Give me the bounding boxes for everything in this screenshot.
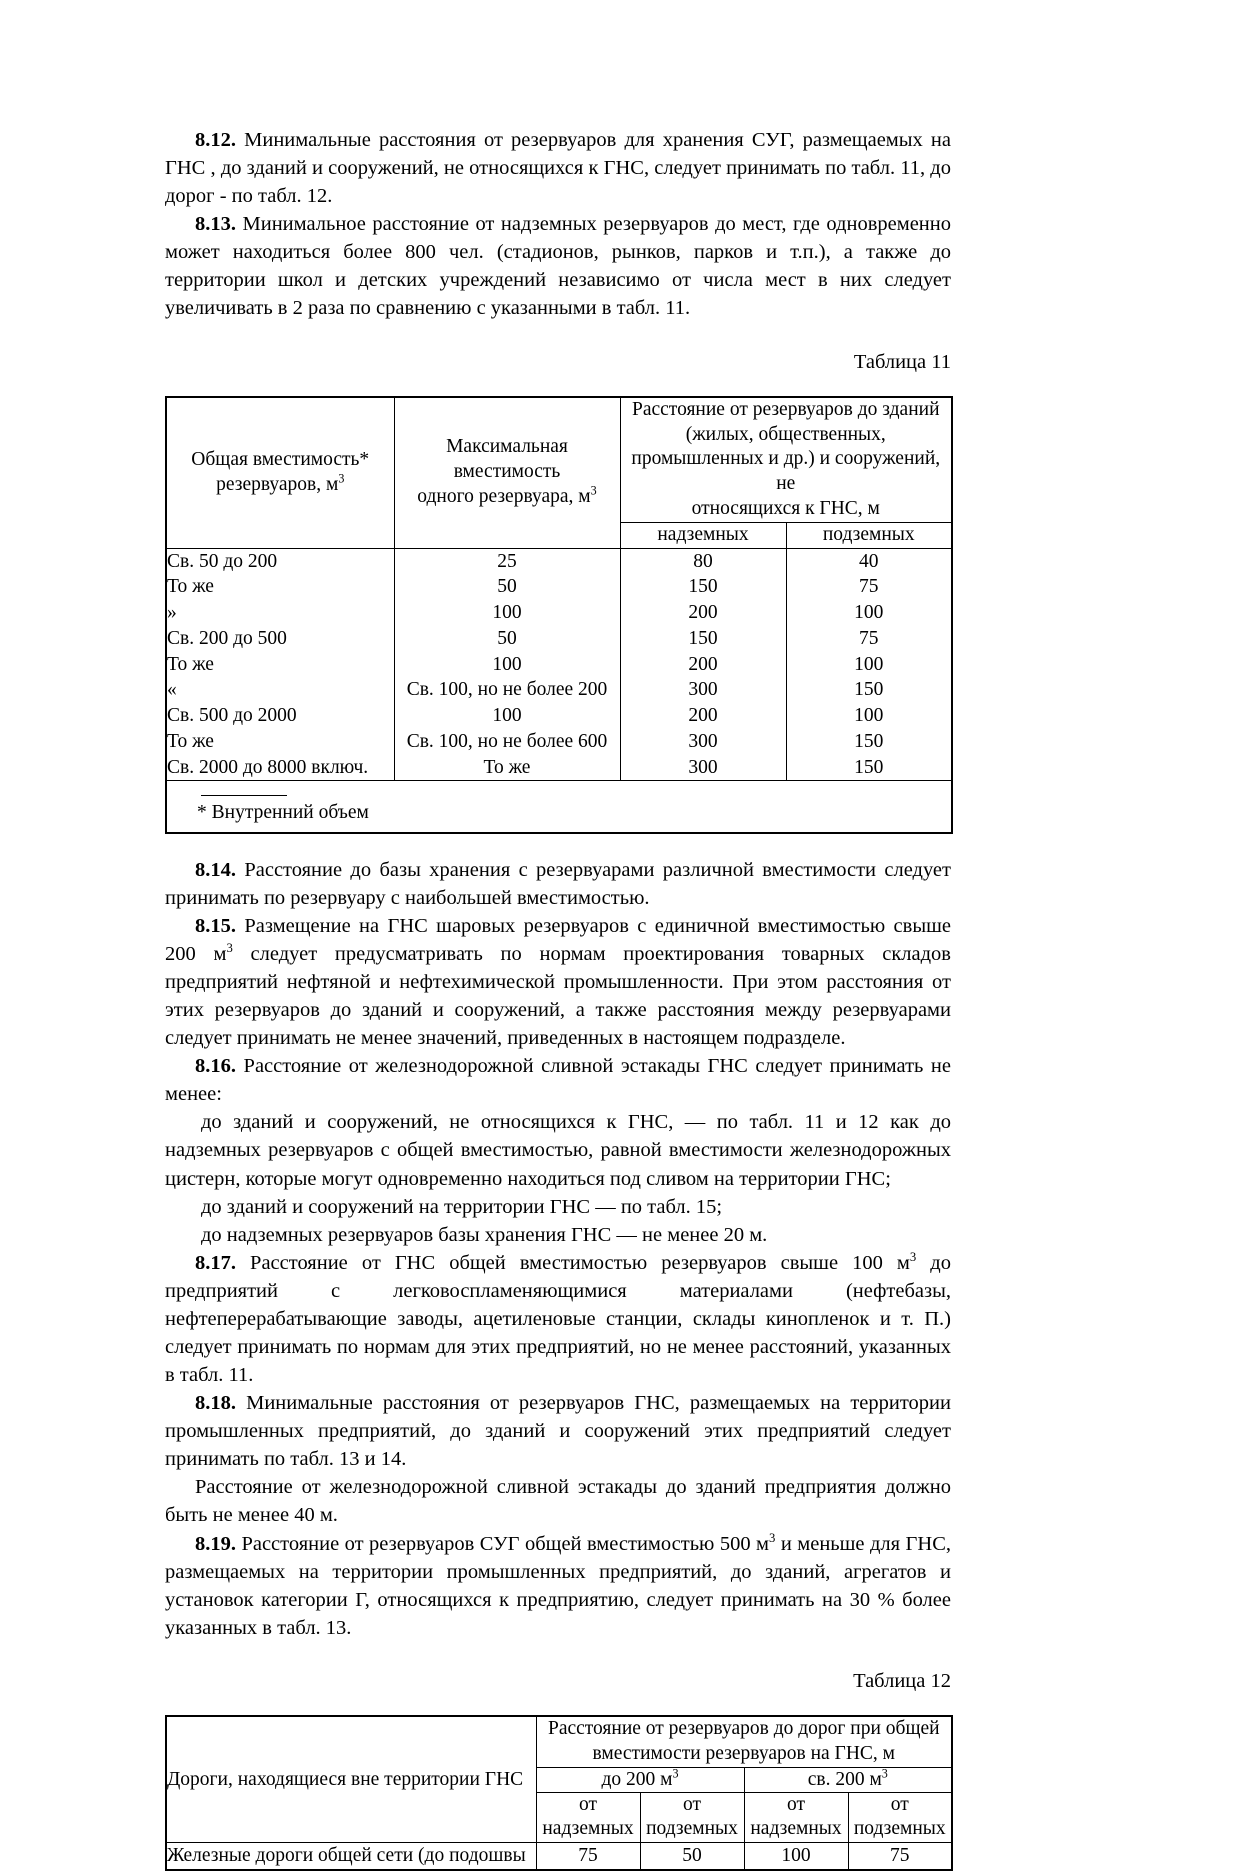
paragraph-8-16-item-a: до зданий и сооружений, не относящихся к ГНС, — по табл. 11 и 12 как до надземных резервуаров с общей вместимостью, равной вместимости железнодорожных цистерн, которые могут одновременно находиться под сливом на территории ГНС; <box>165 1111 951 1190</box>
header-line: от <box>786 1794 805 1816</box>
superscript-cubic: 3 <box>881 1766 888 1781</box>
paragraph-number: 8.14. <box>195 858 236 881</box>
header-line-text: резервуаров, м <box>216 473 339 495</box>
table-row <box>166 626 952 652</box>
cell-under-ground: 40 <box>786 548 952 574</box>
paragraph-text-after: до предприятий с легковоспламеняющимися материалами (нефтебазы, нефтеперерабатывающие заводы, ацетиленовые станции, склады кинопленок и т. П.) следует принимать по нормам для этих предприятий, но не менее расстояний, указанных в табл. 11. <box>165 1251 951 1387</box>
cell-total-capacity: То же <box>166 574 394 600</box>
paragraph-number: 8.15. <box>195 914 236 937</box>
paragraph-8-19 <box>165 1530 951 1642</box>
paragraph-8-15 <box>165 912 951 1052</box>
cell-total-capacity: Св. 50 до 200 <box>166 548 394 574</box>
paragraph-text: Минимальные расстояния от резервуаров ГНС, размещаемых на территории промышленных предприятий, до зданий и сооружений этих предприятий следует принимать по табл. 13 и 14. <box>165 1392 951 1471</box>
paragraph-number: 8.18. <box>195 1392 236 1415</box>
paragraph-8-14 <box>165 856 951 912</box>
header-line: относящихся к ГНС, м <box>691 498 880 520</box>
table-12-subheader-above-1 <box>536 1793 640 1843</box>
footnote-block <box>167 781 951 831</box>
cell-above-ground: 150 <box>620 626 786 652</box>
header-line: от <box>682 1794 701 1816</box>
cell-under-ground: 150 <box>786 677 952 703</box>
paragraph-text-after: следует предусматривать по нормам проектирования товарных складов предприятий нефтяной и нефтехимической промышленности. При этом расстояния от этих резервуаров до зданий и сооружений, а также расстояния между резервуарами следует принимать не менее значений, приведенных в настоящем подразделе. <box>165 942 951 1050</box>
table-11 <box>165 396 953 834</box>
paragraph-number: 8.19. <box>195 1532 236 1555</box>
header-line: Общая вместимость* <box>191 448 370 470</box>
table-11-caption: Таблица 11 <box>853 350 951 373</box>
cell-max-capacity: Св. 100, но не более 200 <box>394 677 620 703</box>
table-12-subheader-under-1 <box>640 1793 744 1843</box>
paragraph-number: 8.16. <box>195 1055 236 1078</box>
cell-above-ground: 300 <box>620 729 786 755</box>
superscript-cubic: 3 <box>338 471 345 486</box>
cell-under-ground: 150 <box>786 729 952 755</box>
paragraph-text-before: Расстояние от резервуаров СУГ общей вместимостью 500 м <box>236 1532 770 1555</box>
page-content <box>165 126 951 1871</box>
table-row <box>166 548 952 574</box>
cell-above-ground: 300 <box>620 677 786 703</box>
cell-max-capacity: 100 <box>394 703 620 729</box>
table-12-subheader-above-2 <box>744 1793 848 1843</box>
table-row <box>166 1842 952 1869</box>
paragraph-8-13 <box>165 210 951 322</box>
paragraph-8-18 <box>165 1389 951 1473</box>
cell-up-to-200-above: 75 <box>536 1842 640 1869</box>
cell-max-capacity: 50 <box>394 626 620 652</box>
cell-total-capacity: » <box>166 600 394 626</box>
superscript-cubic: 3 <box>226 941 233 956</box>
cell-max-capacity: То же <box>394 755 620 781</box>
header-line: Расстояние от резервуаров до дорог при общей <box>547 1717 940 1739</box>
cell-up-to-200-under: 50 <box>640 1842 744 1869</box>
paragraph-number: 8.17. <box>195 1251 236 1274</box>
paragraph-text: Расстояние до базы хранения с резервуарами различной вместимости следует принимать по резервуару с наибольшей вместимостью. <box>165 858 951 909</box>
superscript-cubic: 3 <box>672 1766 679 1781</box>
table-12-header-roads: Дороги, находящиеся вне территории ГНС <box>166 1716 536 1843</box>
cell-total-capacity: Св. 2000 до 8000 включ. <box>166 755 394 781</box>
footnote-rule <box>201 795 287 796</box>
table-12-header-group-up-to-200 <box>536 1767 744 1792</box>
cell-above-ground: 300 <box>620 755 786 781</box>
cell-under-ground: 75 <box>786 574 952 600</box>
cell-above-ground: 150 <box>620 574 786 600</box>
paragraph-8-18-item-a: Расстояние от железнодорожной сливной эстакады до зданий предприятия должно быть не менее 40 м. <box>165 1476 951 1527</box>
header-line: от <box>578 1794 597 1816</box>
table-11-subheader-under-ground: подземных <box>786 523 952 548</box>
paragraph-text: Минимальное расстояние от надземных резервуаров до мест, где одновременно может находиться более 800 чел. (стадионов, рынков, парков и т.п.), а также до территории школ и детских учреждений независимо от числа мест в них следует увеличивать в 2 раза по сравнению с указанными в табл. 11. <box>165 213 951 320</box>
cell-above-ground: 80 <box>620 548 786 574</box>
cell-max-capacity: 100 <box>394 600 620 626</box>
paragraph-8-16-item-b: до зданий и сооружений на территории ГНС — по табл. 15; <box>201 1195 723 1218</box>
table-row <box>166 703 952 729</box>
table-row <box>166 729 952 755</box>
header-line: надземных <box>750 1818 842 1840</box>
header-line-text: одного резервуара, м <box>417 486 591 508</box>
cell-max-capacity: 25 <box>394 548 620 574</box>
table-row <box>166 574 952 600</box>
table-12-header-distance-group <box>536 1716 952 1767</box>
table-11-header-total-capacity <box>166 397 394 549</box>
cell-max-capacity: 50 <box>394 574 620 600</box>
table-row <box>166 600 952 626</box>
table-11-footnote-cell <box>166 781 952 833</box>
cell-under-ground: 75 <box>786 626 952 652</box>
paragraph-text-after: и меньше для ГНС, размещаемых на территории промышленных предприятий, до зданий, агрегатов и установок категории Г, относящихся к предприятию, следует принимать на 30 % более указанных в табл. 13. <box>165 1532 951 1639</box>
paragraph-8-16-item-c: до надземных резервуаров базы хранения ГНС — не менее 20 м. <box>201 1223 768 1246</box>
header-line-text: св. 200 м <box>807 1768 882 1790</box>
header-line <box>167 473 394 498</box>
paragraph-8-12 <box>165 126 951 210</box>
table-11-header-distance-group <box>620 397 952 523</box>
paragraph-8-16 <box>165 1052 951 1108</box>
header-line: промышленных и др.) и сооружений, не <box>631 448 941 495</box>
cell-max-capacity: Св. 100, но не более 600 <box>394 729 620 755</box>
superscript-cubic: 3 <box>590 483 597 498</box>
cell-above-ground: 200 <box>620 600 786 626</box>
header-line: надземных <box>542 1818 634 1840</box>
cell-road-type: Железные дороги общей сети (до подошвы <box>166 1842 536 1869</box>
cell-under-ground: 100 <box>786 703 952 729</box>
header-line: Максимальная вместимость <box>446 436 568 483</box>
header-line: (жилых, общественных, <box>685 423 886 445</box>
cell-under-ground: 100 <box>786 600 952 626</box>
cell-total-capacity: « <box>166 677 394 703</box>
cell-under-ground: 150 <box>786 755 952 781</box>
paragraph-text: Расстояние от железнодорожной сливной эстакады ГНС следует принимать не менее: <box>165 1055 951 1106</box>
paragraph-number: 8.13. <box>195 213 236 236</box>
table-row <box>166 755 952 781</box>
paragraph-text-before: Размещение на ГНС шаровых резервуаров с единичной вместимостью свыше 200 м <box>165 914 951 965</box>
table-11-header-row-1 <box>166 397 952 523</box>
header-line: подземных <box>646 1818 738 1840</box>
paragraph-number: 8.12. <box>195 129 236 151</box>
table-12-header-row-1 <box>166 1716 952 1767</box>
cell-under-ground: 100 <box>786 652 952 678</box>
table-12-caption: Таблица 12 <box>853 1669 951 1692</box>
cell-total-capacity: Св. 500 до 2000 <box>166 703 394 729</box>
header-line: от <box>890 1794 909 1816</box>
header-line-text: до 200 м <box>601 1768 673 1790</box>
table-11-header-max-capacity <box>394 397 620 549</box>
table-row <box>166 677 952 703</box>
cell-over-200-above: 100 <box>744 1842 848 1869</box>
paragraph-text-before: Расстояние от ГНС общей вместимостью резервуаров свыше 100 м <box>236 1251 910 1274</box>
header-line: вместимости резервуаров на ГНС, м <box>592 1742 896 1764</box>
table-12 <box>165 1715 953 1871</box>
table-12-subheader-under-2 <box>848 1793 952 1843</box>
paragraph-8-17 <box>165 1249 951 1389</box>
table-11-footnote-row <box>166 781 952 833</box>
cell-total-capacity: То же <box>166 729 394 755</box>
table-row <box>166 652 952 678</box>
table-11-subheader-above-ground: надземных <box>620 523 786 548</box>
table-12-header-group-over-200 <box>744 1767 952 1792</box>
header-line: Расстояние от резервуаров до зданий <box>632 398 940 420</box>
superscript-cubic: 3 <box>769 1530 776 1545</box>
cell-above-ground: 200 <box>620 703 786 729</box>
footnote-text: * Внутренний объем <box>197 802 369 824</box>
paragraph-text: Минимальные расстояния от резервуаров для хранения СУГ, размещаемых на ГНС , до зданий и сооружений, не относящихся к ГНС, следует принимать по табл. 11, до дорог - по табл. 12. <box>165 129 951 208</box>
cell-over-200-under: 75 <box>848 1842 952 1869</box>
header-line <box>395 485 620 510</box>
superscript-cubic: 3 <box>909 1249 917 1264</box>
cell-max-capacity: 100 <box>394 652 620 678</box>
header-line: подземных <box>853 1818 946 1840</box>
cell-total-capacity: То же <box>166 652 394 678</box>
cell-total-capacity: Св. 200 до 500 <box>166 626 394 652</box>
cell-above-ground: 200 <box>620 652 786 678</box>
